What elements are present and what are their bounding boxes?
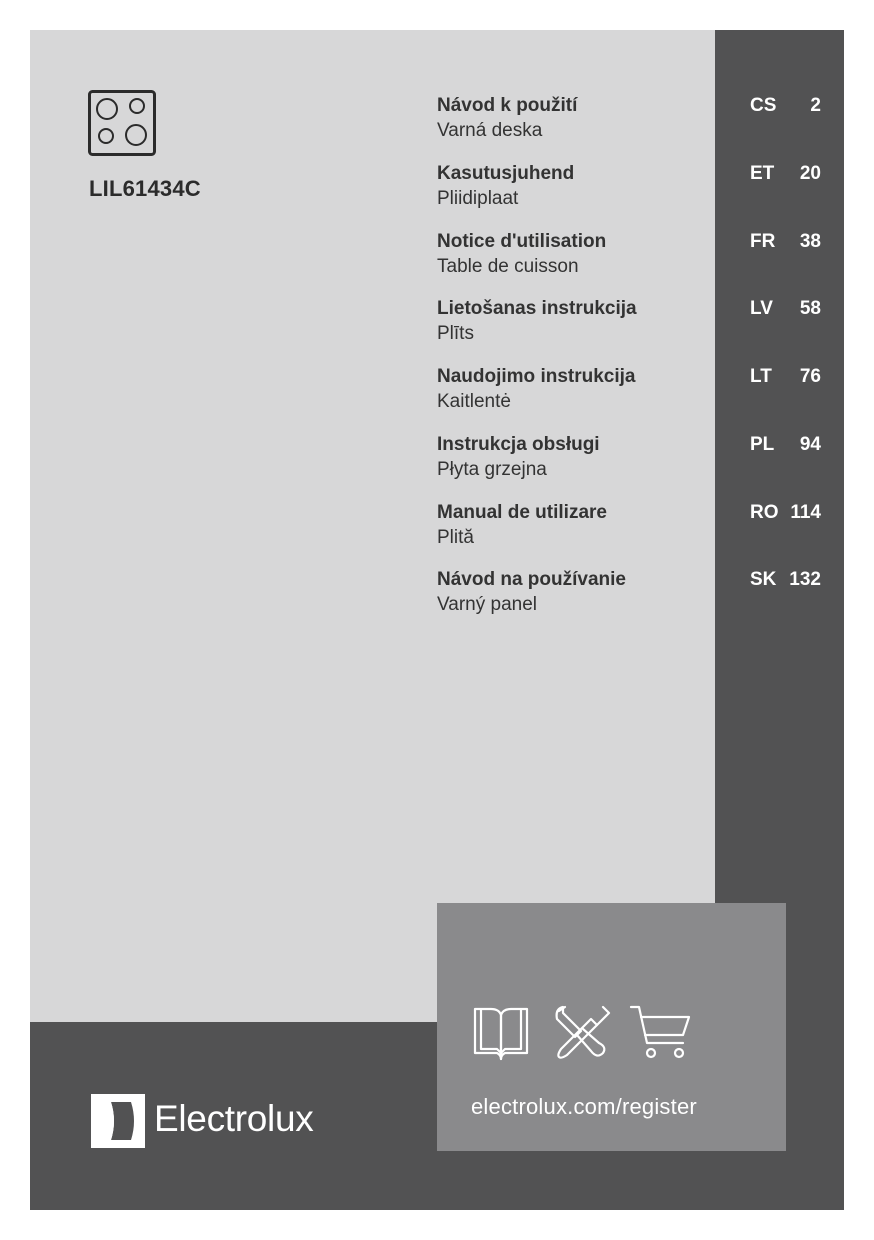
toc-entry bbox=[437, 365, 635, 415]
toc-title: Lietošanas instrukcija bbox=[437, 298, 637, 319]
toc-title: Naudojimo instrukcija bbox=[437, 366, 636, 387]
toc-subtitle: Table de cuisson bbox=[437, 256, 579, 277]
toc-entry bbox=[437, 230, 606, 280]
toc-page-number: 20 bbox=[799, 163, 821, 184]
toc-language-code: FR bbox=[750, 231, 776, 252]
toc-language-code: LV bbox=[750, 298, 773, 319]
toc-subtitle: Plită bbox=[437, 527, 474, 548]
toc-title: Návod na používanie bbox=[437, 569, 626, 590]
toc-title: Instrukcja obsługi bbox=[437, 434, 600, 455]
toc-entry bbox=[437, 162, 574, 212]
toc-language-code: RO bbox=[750, 502, 779, 523]
toc-entry bbox=[437, 297, 637, 347]
toc-language-code: SK bbox=[750, 569, 777, 590]
toc-subtitle: Kaitlentė bbox=[437, 391, 511, 412]
toc-entry bbox=[437, 94, 577, 144]
toc-subtitle: Plīts bbox=[437, 323, 474, 344]
toc-language-code: LT bbox=[750, 366, 772, 387]
book-icon bbox=[475, 1009, 527, 1059]
electrolux-logo bbox=[91, 1094, 336, 1152]
toc-page-number: 94 bbox=[799, 434, 821, 455]
toc-subtitle: Varný panel bbox=[437, 594, 537, 615]
toc-page-number: 58 bbox=[799, 298, 821, 319]
wrench-screwdriver-icon bbox=[557, 1007, 609, 1058]
model-number: LIL61434C bbox=[89, 176, 201, 201]
manual-cover bbox=[30, 30, 844, 1210]
toc-entry bbox=[437, 433, 600, 483]
shopping-cart-icon bbox=[631, 1007, 689, 1057]
toc-language-code: ET bbox=[750, 163, 775, 184]
toc-page-number: 38 bbox=[799, 231, 821, 252]
toc-title: Návod k použití bbox=[437, 95, 578, 116]
brand-name: Electrolux bbox=[154, 1098, 314, 1139]
toc-title: Manual de utilizare bbox=[437, 502, 607, 523]
register-panel[interactable] bbox=[437, 903, 786, 1151]
register-url-link[interactable]: electrolux.com/register bbox=[471, 1094, 697, 1119]
toc-page-number: 76 bbox=[799, 366, 821, 387]
toc-page-number: 2 bbox=[810, 95, 821, 116]
toc-language-code: CS bbox=[750, 95, 777, 116]
toc-title: Notice d'utilisation bbox=[437, 231, 607, 252]
toc-subtitle: Płyta grzejna bbox=[437, 459, 547, 480]
toc-entry bbox=[437, 501, 607, 551]
hob-four-zones-icon bbox=[88, 90, 156, 156]
toc-title: Kasutusjuhend bbox=[437, 163, 575, 184]
toc-page-number: 114 bbox=[790, 502, 821, 523]
toc-language-code: PL bbox=[750, 434, 775, 455]
toc-entry bbox=[437, 568, 626, 618]
toc-subtitle: Pliidiplaat bbox=[437, 188, 519, 209]
toc-subtitle: Varná deska bbox=[437, 120, 543, 141]
toc-page-number: 132 bbox=[789, 569, 821, 590]
register-icons bbox=[471, 1003, 701, 1065]
electrolux-logo-icon bbox=[91, 1094, 145, 1148]
